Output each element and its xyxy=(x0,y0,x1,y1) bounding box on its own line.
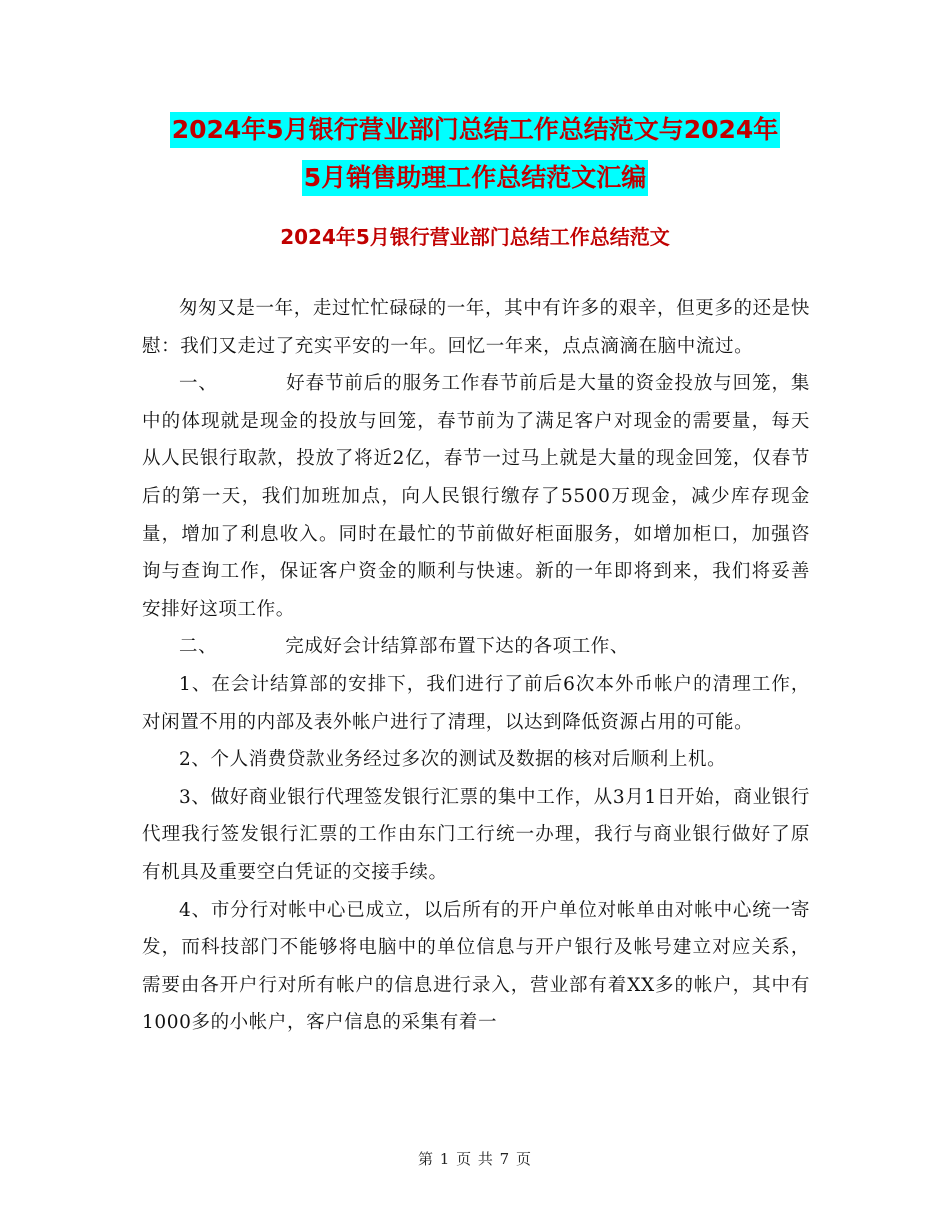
paragraph-7 xyxy=(142,892,810,1042)
section-heading: 2024年5月银行营业部门总结工作总结范文 xyxy=(280,225,670,249)
paragraph-5 xyxy=(142,741,810,779)
title-line-1: 2024年5月银行营业部门总结工作总结范文与2024年 xyxy=(170,112,781,148)
paragraph-text: 4、市分行对帐中心已成立，以后所有的开户单位对帐单由对帐中心统一寄发，而科技部门不能够将电脑中的单位信息与开户银行及帐号建立对应关系，需要由各开户行对所有帐户的信息进行录入，营业部有着XX多的帐户，其中有1000多的小帐户，客户信息的采集有着一 xyxy=(142,899,810,1034)
paragraph-text: 匆匆又是一年，走过忙忙碌碌的一年，其中有许多的艰辛，但更多的还是快慰：我们又走过了充实平安的一年。回忆一年来，点点滴滴在脑中流过。 xyxy=(142,298,810,357)
paragraph-text: 3、做好商业银行代理签发银行汇票的集中工作，从3月1日开始，商业银行代理我行签发银行汇票的工作由东门工行统一办理，我行与商业银行做好了原有机具及重要空白凭证的交接手续。 xyxy=(142,786,810,883)
paragraph-6 xyxy=(142,779,810,892)
page-number: 第 1 页 共 7 页 xyxy=(418,1150,532,1168)
document-title xyxy=(140,112,810,208)
paragraph-text: 好春节前后的服务工作春节前后是大量的资金投放与回笼，集中的体现就是现金的投放与回笼，春节前为了满足客户对现金的需要量，每天从人民银行取款，投放了将近2亿，春节一过马上就是大量的现金回笼，仅春节后的第一天，我们加班加点，向人民银行缴存了5500万现金，减少库存现金量，增加了利息收入。同时在最忙的节前做好柜面服务，如增加柜口，加强咨询与查询工作，保证客户资金的顺利与快速。新的一年即将到来，我们将妥善安排好这项工作。 xyxy=(142,373,810,620)
paragraph-text: 1、在会计结算部的安排下，我们进行了前后6次本外币帐户的清理工作，对闲置不用的内部及表外帐户进行了清理，以达到降低资源占用的可能。 xyxy=(142,673,810,733)
paragraph-lead: 一、 xyxy=(179,373,218,395)
page-footer xyxy=(0,1148,950,1169)
paragraph-text: 完成好会计结算部布置下达的各项工作、 xyxy=(285,636,630,658)
paragraph-1 xyxy=(142,290,810,365)
title-line-2: 5月销售助理工作总结范文汇编 xyxy=(302,160,648,196)
paragraph-text: 2、个人消费贷款业务经过多次的测试及数据的核对后顺利上机。 xyxy=(179,749,727,771)
paragraph-lead: 二、 xyxy=(179,636,218,658)
paragraph-3 xyxy=(142,628,810,666)
paragraph-2 xyxy=(142,365,810,628)
body-text xyxy=(142,290,810,1042)
paragraph-4 xyxy=(142,666,810,741)
